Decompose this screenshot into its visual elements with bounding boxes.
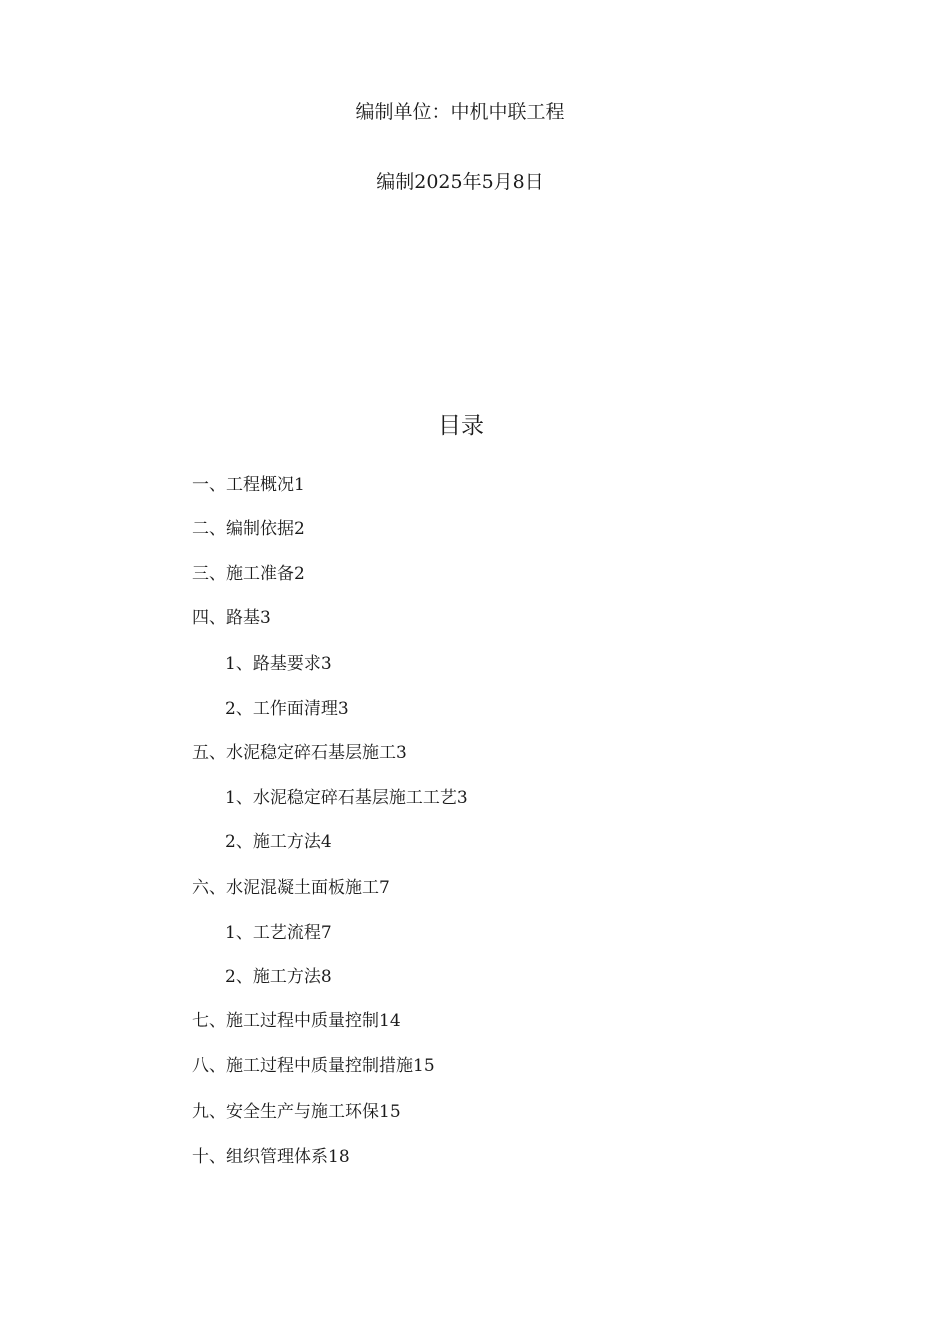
- toc-subitem[interactable]: 2、施工方法8: [225, 967, 332, 987]
- toc-item[interactable]: 八、施工过程中质量控制措施15: [192, 1056, 435, 1076]
- toc-item[interactable]: 五、水泥稳定碎石基层施工3: [192, 743, 407, 763]
- toc-item[interactable]: 十、组织管理体系18: [192, 1147, 350, 1167]
- toc-item[interactable]: 一、工程概况1: [192, 475, 305, 495]
- toc-item[interactable]: 九、安全生产与施工环保15: [192, 1102, 401, 1122]
- compiling-unit: 编制单位：中机中联工程: [355, 101, 565, 123]
- toc-subitem[interactable]: 1、工艺流程7: [225, 923, 332, 943]
- toc-item[interactable]: 三、施工准备2: [192, 564, 305, 584]
- toc-subitem[interactable]: 2、工作面清理3: [225, 699, 349, 719]
- toc-item[interactable]: 四、路基3: [192, 608, 271, 628]
- toc-title: 目录: [438, 413, 484, 439]
- toc-subitem[interactable]: 2、施工方法4: [225, 832, 332, 852]
- toc-subitem[interactable]: 1、水泥稳定碎石基层施工工艺3: [225, 788, 468, 808]
- toc-item[interactable]: 二、编制依据2: [192, 519, 305, 539]
- toc-item[interactable]: 六、水泥混凝土面板施工7: [192, 878, 390, 898]
- toc-item[interactable]: 七、施工过程中质量控制14: [192, 1011, 401, 1031]
- toc-subitem[interactable]: 1、路基要求3: [225, 654, 332, 674]
- compiling-date: 编制2025年5月8日: [376, 171, 544, 193]
